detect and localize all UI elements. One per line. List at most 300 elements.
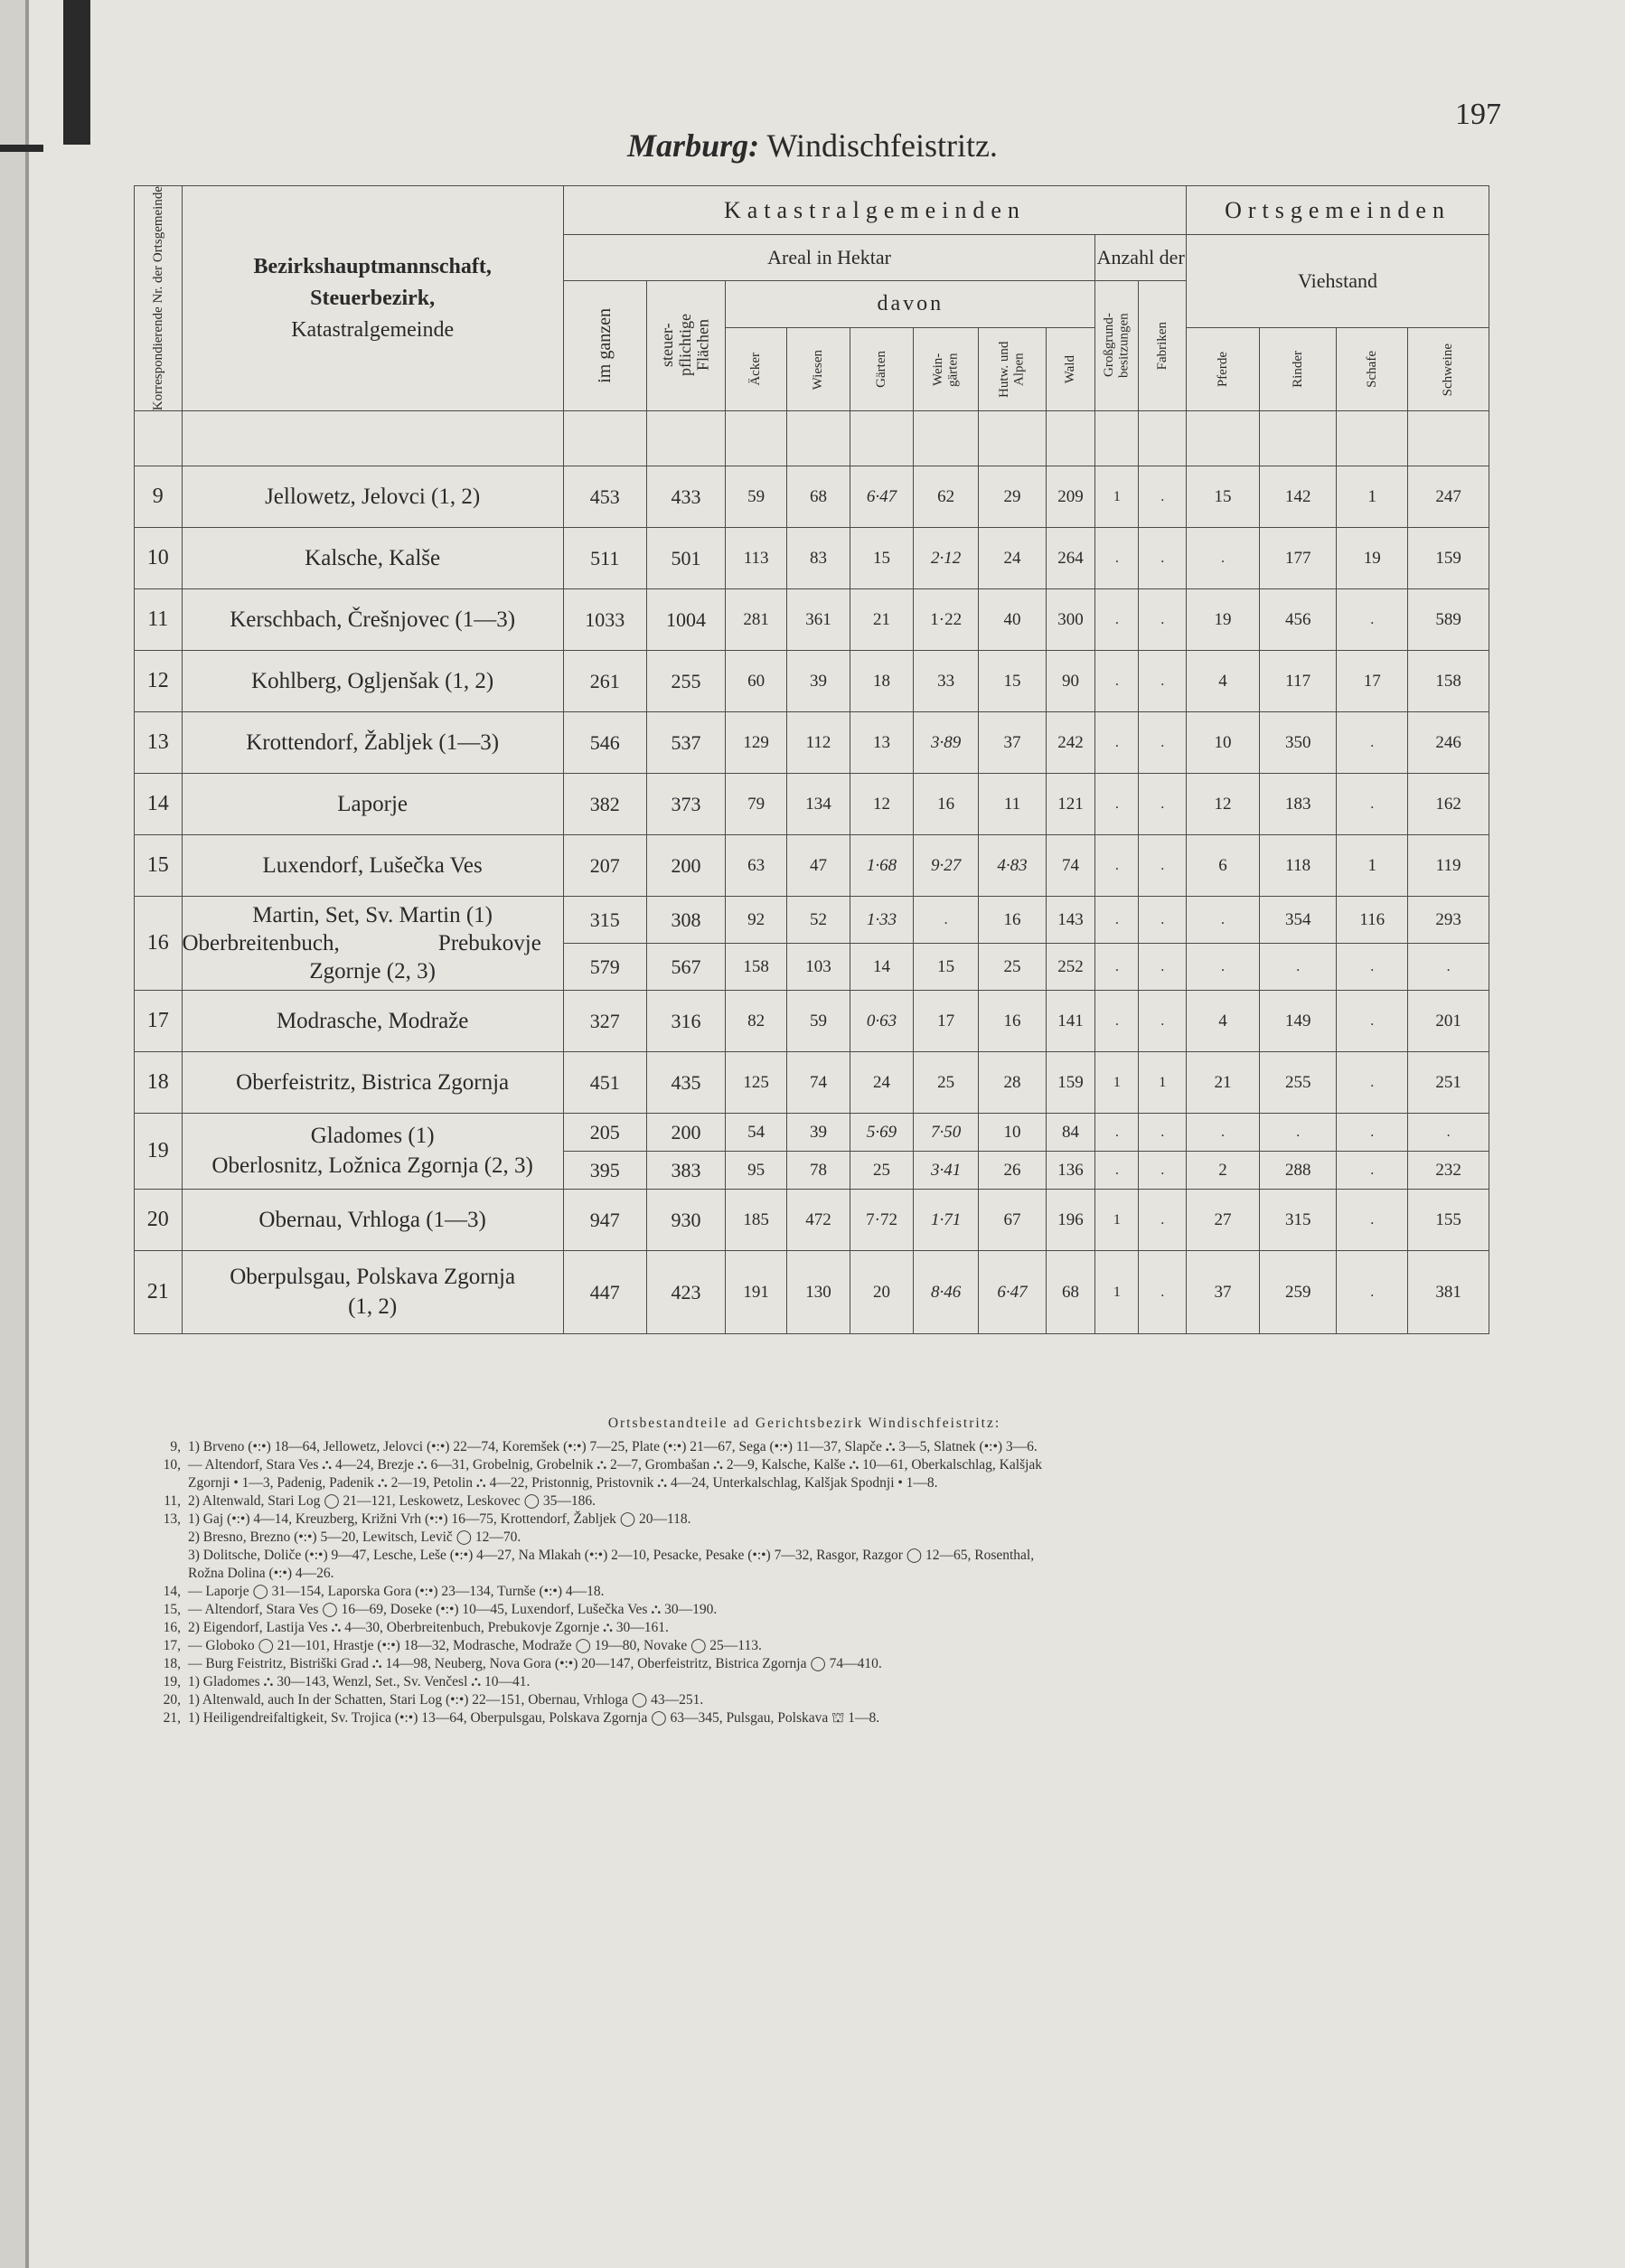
value-cell: 435 xyxy=(646,1052,726,1114)
footnote-number: 13, xyxy=(163,1511,181,1527)
value-cell xyxy=(135,411,183,466)
davon-header xyxy=(726,280,1095,328)
footnote-line xyxy=(136,1673,1473,1691)
value-cell: 1 xyxy=(1095,1052,1139,1114)
steuerpflichtig-header xyxy=(646,280,726,411)
table-body xyxy=(135,411,1489,1334)
value-cell: 82 xyxy=(726,991,787,1052)
footnote-number: 20, xyxy=(163,1692,181,1708)
value-cell: 159 xyxy=(1408,528,1489,589)
footnote-line xyxy=(136,1438,1473,1456)
header-label: Wald xyxy=(1063,355,1078,384)
value-cell: . xyxy=(1337,712,1408,774)
value-cell: 537 xyxy=(646,712,726,774)
footnote-text: 1) Altenwald, auch In der Schatten, Stari Log (•:•) 22—151, Obernau, Vrhloga ◯ 43—251. xyxy=(188,1692,704,1708)
value-cell: 361 xyxy=(787,589,850,651)
value-cell: 39 xyxy=(787,1114,850,1152)
value-cell xyxy=(914,411,979,466)
value-cell: . xyxy=(1139,774,1187,835)
footnote-text: 2) Eigendorf, Lastija Ves ⛬ 4—30, Oberbreitenbuch, Prebukovje Zgornje ⛬ 30—161. xyxy=(188,1620,669,1635)
wiesen-header xyxy=(787,328,850,411)
scan-left-margin xyxy=(0,0,27,2268)
header-label: Ortsgemeinden xyxy=(1225,196,1451,223)
footnote-number: 11, xyxy=(164,1493,181,1509)
value-cell: 78 xyxy=(787,1152,850,1190)
value-cell: 143 xyxy=(1046,897,1095,944)
value-cell: 209 xyxy=(1046,466,1095,528)
value-cell: 6 xyxy=(1187,835,1260,897)
value-cell: 149 xyxy=(1260,991,1337,1052)
value-cell: 10 xyxy=(1187,712,1260,774)
value-cell: 14 xyxy=(850,944,914,991)
value-cell: 246 xyxy=(1408,712,1489,774)
value-cell: . xyxy=(1095,528,1139,589)
row-number-cell: 11 xyxy=(135,589,183,651)
value-cell xyxy=(1139,411,1187,466)
footnote-line xyxy=(136,1691,1473,1709)
value-cell: 10 xyxy=(979,1114,1046,1152)
value-cell: 68 xyxy=(1046,1251,1095,1334)
table-row xyxy=(135,1052,1489,1114)
value-cell: 90 xyxy=(1046,651,1095,712)
footnote-text: — Altendorf, Stara Ves ⛬ 4—24, Brezje ⛬ 6—31, Grobelnig, Grobelnik ⛬ 2—7, Grombašan ⛬ 2—9, Kalsche, Kalše ⛬ 10—61, Oberkalschlag, Kalšjak xyxy=(188,1457,1043,1473)
value-cell: 63 xyxy=(726,835,787,897)
header-label: Gärten xyxy=(874,351,889,389)
name-line: Zgornje (2, 3) xyxy=(309,959,436,984)
value-cell: 252 xyxy=(1046,944,1095,991)
footnote-line xyxy=(136,1601,1473,1619)
value-cell: 382 xyxy=(563,774,646,835)
aecker-header xyxy=(726,328,787,411)
value-cell: 74 xyxy=(1046,835,1095,897)
footnote-line xyxy=(136,1492,1473,1510)
row-number-cell: 13 xyxy=(135,712,183,774)
value-cell: 158 xyxy=(1408,651,1489,712)
pferde-header xyxy=(1187,328,1260,411)
value-cell xyxy=(1187,411,1260,466)
value-cell: . xyxy=(1095,835,1139,897)
value-cell: 1·33 xyxy=(850,897,914,944)
value-cell: 19 xyxy=(1337,528,1408,589)
value-cell: 196 xyxy=(1046,1190,1095,1251)
footnote-line xyxy=(136,1709,1473,1727)
value-cell: 200 xyxy=(646,835,726,897)
footnote-line xyxy=(136,1547,1473,1565)
value-cell: 447 xyxy=(563,1251,646,1334)
value-cell: 141 xyxy=(1046,991,1095,1052)
value-cell: 201 xyxy=(1408,991,1489,1052)
value-cell: 4 xyxy=(1187,991,1260,1052)
value-cell: 3·41 xyxy=(914,1152,979,1190)
value-cell: 68 xyxy=(787,466,850,528)
table-row xyxy=(135,589,1489,651)
header-label: Schweine xyxy=(1441,343,1456,396)
row-number-cell: 9 xyxy=(135,466,183,528)
footnote-line xyxy=(136,1529,1473,1547)
value-cell: 121 xyxy=(1046,774,1095,835)
name-line: Prebukovje xyxy=(437,931,541,956)
value-cell: 17 xyxy=(1337,651,1408,712)
value-cell: . xyxy=(1139,835,1187,897)
value-cell: 281 xyxy=(726,589,787,651)
value-cell: . xyxy=(1095,774,1139,835)
value-cell: 1 xyxy=(1095,1251,1139,1334)
value-cell: . xyxy=(1139,1152,1187,1190)
header-label: Katastralgemeinden xyxy=(723,196,1026,223)
value-cell: 18 xyxy=(850,651,914,712)
footnote-text: Zgornji • 1—3, Padenig, Padenik ⛬ 2—19, Petolin ⛬ 4—22, Pristonnig, Pristovnik ⛬ 4—24, Unterkalschlag, Kalšjak Spodnji • 1—8. xyxy=(188,1475,938,1491)
rinder-header xyxy=(1260,328,1337,411)
value-cell: 84 xyxy=(1046,1114,1095,1152)
value-cell: 300 xyxy=(1046,589,1095,651)
footnote-line xyxy=(136,1510,1473,1529)
value-cell: . xyxy=(1139,528,1187,589)
value-cell: 60 xyxy=(726,651,787,712)
value-cell xyxy=(1095,411,1139,466)
value-cell: 8·46 xyxy=(914,1251,979,1334)
value-cell: . xyxy=(1187,528,1260,589)
value-cell: 2 xyxy=(1187,1152,1260,1190)
footnote-number: 19, xyxy=(163,1674,181,1689)
value-cell: 546 xyxy=(563,712,646,774)
page-number: 197 xyxy=(1455,98,1501,131)
value-cell: . xyxy=(1337,1251,1408,1334)
municipality-name-cell: Kerschbach, Črešnjovec (1—3) xyxy=(182,589,563,651)
value-cell: 200 xyxy=(646,1114,726,1152)
value-cell: 183 xyxy=(1260,774,1337,835)
value-cell: 129 xyxy=(726,712,787,774)
footnote-line xyxy=(136,1474,1473,1492)
value-cell: 26 xyxy=(979,1152,1046,1190)
value-cell: 15 xyxy=(979,651,1046,712)
value-cell xyxy=(182,411,563,466)
value-cell: 395 xyxy=(563,1152,646,1190)
footnote-text: Rožna Dolina (•:•) 4—26. xyxy=(188,1566,334,1581)
row-number-cell: 17 xyxy=(135,991,183,1052)
name-line: Martin, Set, Sv. Martin (1) xyxy=(252,902,493,927)
value-cell: 1 xyxy=(1139,1052,1187,1114)
schafe-header xyxy=(1337,328,1408,411)
value-cell: 16 xyxy=(979,991,1046,1052)
value-cell: . xyxy=(1139,589,1187,651)
orts-header xyxy=(1187,186,1489,235)
spacer-row xyxy=(135,411,1489,466)
municipality-name-cell: Krottendorf, Žabljek (1—3) xyxy=(182,712,563,774)
municipality-name-cell: Laporje xyxy=(182,774,563,835)
footnote-number: 14, xyxy=(163,1584,181,1599)
name-line: (1, 2) xyxy=(348,1294,398,1319)
value-cell: 159 xyxy=(1046,1052,1095,1114)
value-cell: 24 xyxy=(979,528,1046,589)
value-cell: 6·47 xyxy=(850,466,914,528)
value-cell: 130 xyxy=(787,1251,850,1334)
value-cell: 501 xyxy=(646,528,726,589)
im-ganzen-header xyxy=(563,280,646,411)
value-cell: 315 xyxy=(563,897,646,944)
footnote-number: 9, xyxy=(170,1439,181,1454)
value-cell: 134 xyxy=(787,774,850,835)
value-cell: 54 xyxy=(726,1114,787,1152)
areal-header: Areal in Hektar xyxy=(563,235,1095,281)
value-cell: 3·89 xyxy=(914,712,979,774)
value-cell: 242 xyxy=(1046,712,1095,774)
value-cell: 11 xyxy=(979,774,1046,835)
value-cell: 59 xyxy=(787,991,850,1052)
row-number-cell: 18 xyxy=(135,1052,183,1114)
name-line: Oberpulsgau, Polskava Zgornja xyxy=(230,1265,516,1290)
value-cell: . xyxy=(1139,1190,1187,1251)
header-label: Hutw. und Alpen xyxy=(997,341,1027,398)
value-cell: 251 xyxy=(1408,1052,1489,1114)
value-cell: 191 xyxy=(726,1251,787,1334)
footnotes xyxy=(136,1415,1473,1727)
municipality-name-cell xyxy=(182,1251,563,1334)
value-cell: 29 xyxy=(979,466,1046,528)
table-row xyxy=(135,835,1489,897)
footnote-text: — Laporje ◯ 31—154, Laporska Gora (•:•) 23—134, Turnše (•:•) 4—18. xyxy=(188,1584,605,1599)
footnote-line xyxy=(136,1619,1473,1637)
value-cell: 373 xyxy=(646,774,726,835)
value-cell: . xyxy=(1337,1052,1408,1114)
value-cell: 67 xyxy=(979,1190,1046,1251)
footnote-text: 1) Gaj (•:•) 4—14, Kreuzberg, Križni Vrh (•:•) 16—75, Krottendorf, Žabljek ◯ 20—118. xyxy=(188,1511,691,1527)
value-cell: 12 xyxy=(1187,774,1260,835)
value-cell: 15 xyxy=(914,944,979,991)
value-cell: 17 xyxy=(914,991,979,1052)
footnote-number xyxy=(136,1529,188,1547)
value-cell: . xyxy=(1095,1152,1139,1190)
value-cell xyxy=(1260,411,1337,466)
katastral-header xyxy=(563,186,1186,235)
value-cell: 116 xyxy=(1337,897,1408,944)
header-label: Pferde xyxy=(1215,352,1230,388)
fabriken-header xyxy=(1139,280,1187,411)
value-cell: 19 xyxy=(1187,589,1260,651)
value-cell: 21 xyxy=(850,589,914,651)
value-cell xyxy=(1046,411,1095,466)
value-cell: 205 xyxy=(563,1114,646,1152)
value-cell: . xyxy=(1337,774,1408,835)
value-cell: 39 xyxy=(787,651,850,712)
page-title xyxy=(0,127,1625,165)
header-label: Katastralgemeinde xyxy=(291,317,455,342)
value-cell: 247 xyxy=(1408,466,1489,528)
value-cell: 125 xyxy=(726,1052,787,1114)
footnote-number: 15, xyxy=(163,1602,181,1617)
value-cell: . xyxy=(1337,991,1408,1052)
municipality-name-cell xyxy=(182,1114,563,1190)
value-cell: 4·83 xyxy=(979,835,1046,897)
value-cell: 456 xyxy=(1260,589,1337,651)
value-cell: 20 xyxy=(850,1251,914,1334)
value-cell: 40 xyxy=(979,589,1046,651)
value-cell: 112 xyxy=(787,712,850,774)
value-cell: 255 xyxy=(646,651,726,712)
row-number-cell: 16 xyxy=(135,897,183,991)
value-cell: 37 xyxy=(979,712,1046,774)
row-number-cell: 20 xyxy=(135,1190,183,1251)
value-cell: 118 xyxy=(1260,835,1337,897)
row-number-cell: 21 xyxy=(135,1251,183,1334)
value-cell: 16 xyxy=(914,774,979,835)
footnote-text: — Globoko ◯ 21—101, Hrastje (•:•) 18—32, Modrasche, Modraže ◯ 19—80, Novake ◯ 25—113. xyxy=(188,1638,762,1653)
footnote-text: 1) Heiligendreifaltigkeit, Sv. Trojica (•:•) 13—64, Oberpulsgau, Polskava Zgornja ◯ 63—345, Pulsgau, Polskava ⛫ 1—8. xyxy=(188,1710,880,1726)
grossgrund-header xyxy=(1095,280,1139,411)
value-cell: 589 xyxy=(1408,589,1489,651)
value-cell: 579 xyxy=(563,944,646,991)
scan-binding-edge xyxy=(25,0,29,2268)
value-cell: . xyxy=(1260,1114,1337,1152)
value-cell: . xyxy=(1139,944,1187,991)
value-cell: 24 xyxy=(850,1052,914,1114)
value-cell xyxy=(726,411,787,466)
municipality-name-cell: Jellowetz, Jelovci (1, 2) xyxy=(182,466,563,528)
value-cell: 350 xyxy=(1260,712,1337,774)
value-cell: 1 xyxy=(1095,466,1139,528)
value-cell xyxy=(850,411,914,466)
footnote-line xyxy=(136,1583,1473,1601)
table-row xyxy=(135,651,1489,712)
municipality-name-cell: Kalsche, Kalše xyxy=(182,528,563,589)
value-cell: 25 xyxy=(979,944,1046,991)
value-cell: . xyxy=(1095,991,1139,1052)
footnote-text: — Altendorf, Stara Ves ◯ 16—69, Doseke (•:•) 10—45, Luxendorf, Lušečka Ves ⛬ 30—190. xyxy=(188,1602,718,1617)
value-cell: 7·72 xyxy=(850,1190,914,1251)
value-cell xyxy=(563,411,646,466)
footnote-text: 2) Altenwald, Stari Log ◯ 21—121, Leskowetz, Leskovec ◯ 35—186. xyxy=(188,1493,596,1509)
row-number-cell: 12 xyxy=(135,651,183,712)
value-cell: 327 xyxy=(563,991,646,1052)
footnote-line xyxy=(136,1565,1473,1583)
value-cell: 15 xyxy=(850,528,914,589)
footnote-number xyxy=(136,1474,188,1492)
footnote-line xyxy=(136,1456,1473,1474)
value-cell: . xyxy=(1260,944,1337,991)
footnote-text: — Burg Feistritz, Bistriški Grad ⛬ 14—98, Neuberg, Nova Gora (•:•) 20—147, Oberfeistritz, Bistrica Zgornja ◯ 74—410. xyxy=(188,1656,882,1671)
gaerten-header xyxy=(850,328,914,411)
value-cell xyxy=(1337,411,1408,466)
value-cell: 136 xyxy=(1046,1152,1095,1190)
value-cell: 95 xyxy=(726,1152,787,1190)
value-cell: 308 xyxy=(646,897,726,944)
page-title-bold: Marburg: xyxy=(627,127,760,164)
value-cell: 13 xyxy=(850,712,914,774)
value-cell: 232 xyxy=(1408,1152,1489,1190)
value-cell: 511 xyxy=(563,528,646,589)
header-label: Fabriken xyxy=(1155,321,1170,371)
row-number-cell: 14 xyxy=(135,774,183,835)
header-label: steuer-pflichtige Flächen xyxy=(658,314,712,377)
value-cell: . xyxy=(1139,991,1187,1052)
value-cell: 177 xyxy=(1260,528,1337,589)
value-cell: 1033 xyxy=(563,589,646,651)
value-cell: 7·50 xyxy=(914,1114,979,1152)
table-row xyxy=(135,1114,1489,1152)
value-cell: 33 xyxy=(914,651,979,712)
value-cell: 9·27 xyxy=(914,835,979,897)
municipality-name-cell: Obernau, Vrhloga (1—3) xyxy=(182,1190,563,1251)
value-cell: 117 xyxy=(1260,651,1337,712)
footnote-number: 16, xyxy=(163,1620,181,1635)
value-cell: . xyxy=(1337,589,1408,651)
value-cell: . xyxy=(1408,1114,1489,1152)
value-cell: 142 xyxy=(1260,466,1337,528)
value-cell xyxy=(646,411,726,466)
value-cell: 1·71 xyxy=(914,1190,979,1251)
footnote-number: 10, xyxy=(163,1457,181,1473)
table-row xyxy=(135,897,1489,944)
value-cell: . xyxy=(1337,1114,1408,1152)
value-cell: 383 xyxy=(646,1152,726,1190)
value-cell: 15 xyxy=(1187,466,1260,528)
value-cell: 59 xyxy=(726,466,787,528)
value-cell: 451 xyxy=(563,1052,646,1114)
value-cell: 0·63 xyxy=(850,991,914,1052)
value-cell: 5·69 xyxy=(850,1114,914,1152)
value-cell: . xyxy=(1187,1114,1260,1152)
value-cell: 62 xyxy=(914,466,979,528)
value-cell: 16 xyxy=(979,897,1046,944)
value-cell: 21 xyxy=(1187,1052,1260,1114)
value-cell: 423 xyxy=(646,1251,726,1334)
value-cell: 567 xyxy=(646,944,726,991)
value-cell: 1·68 xyxy=(850,835,914,897)
header-label: davon xyxy=(877,291,944,315)
name-line: Oberlosnitz, Ložnica Zgornja (2, 3) xyxy=(211,1153,533,1178)
value-cell: 47 xyxy=(787,835,850,897)
value-cell: 6·47 xyxy=(979,1251,1046,1334)
value-cell: . xyxy=(1139,651,1187,712)
value-cell: 207 xyxy=(563,835,646,897)
value-cell: . xyxy=(1095,712,1139,774)
value-cell: 1·22 xyxy=(914,589,979,651)
value-cell: . xyxy=(1095,897,1139,944)
scan-dark-mark xyxy=(63,0,90,145)
value-cell: 52 xyxy=(787,897,850,944)
row-number-cell: 15 xyxy=(135,835,183,897)
value-cell: 259 xyxy=(1260,1251,1337,1334)
header-label: Bezirkshauptmannschaft, xyxy=(253,254,492,278)
corr-number-header xyxy=(135,186,183,411)
header-label: Schafe xyxy=(1364,351,1379,389)
header-label: im ganzen xyxy=(595,308,615,383)
row-number-cell: 19 xyxy=(135,1114,183,1190)
value-cell: 185 xyxy=(726,1190,787,1251)
value-cell: 83 xyxy=(787,528,850,589)
value-cell: 4 xyxy=(1187,651,1260,712)
value-cell: . xyxy=(1337,1190,1408,1251)
footnote-number: 17, xyxy=(163,1638,181,1653)
district-header xyxy=(182,186,563,411)
header-label: Großgrund-besitzungen xyxy=(1102,313,1132,379)
value-cell: 92 xyxy=(726,897,787,944)
value-cell: 288 xyxy=(1260,1152,1337,1190)
value-cell: . xyxy=(1337,1152,1408,1190)
table-row xyxy=(135,991,1489,1052)
table-row xyxy=(135,712,1489,774)
footnote-number xyxy=(136,1547,188,1565)
value-cell: 1004 xyxy=(646,589,726,651)
value-cell: 74 xyxy=(787,1052,850,1114)
value-cell: . xyxy=(914,897,979,944)
name-line: Gladomes (1) xyxy=(310,1124,435,1149)
footnote-text: 2) Bresno, Brezno (•:•) 5—20, Lewitsch, Levič ◯ 12—70. xyxy=(188,1529,521,1545)
value-cell: 162 xyxy=(1408,774,1489,835)
table-header xyxy=(135,186,1489,411)
statistics-table xyxy=(134,185,1489,1334)
table-row xyxy=(135,528,1489,589)
schweine-header xyxy=(1408,328,1489,411)
